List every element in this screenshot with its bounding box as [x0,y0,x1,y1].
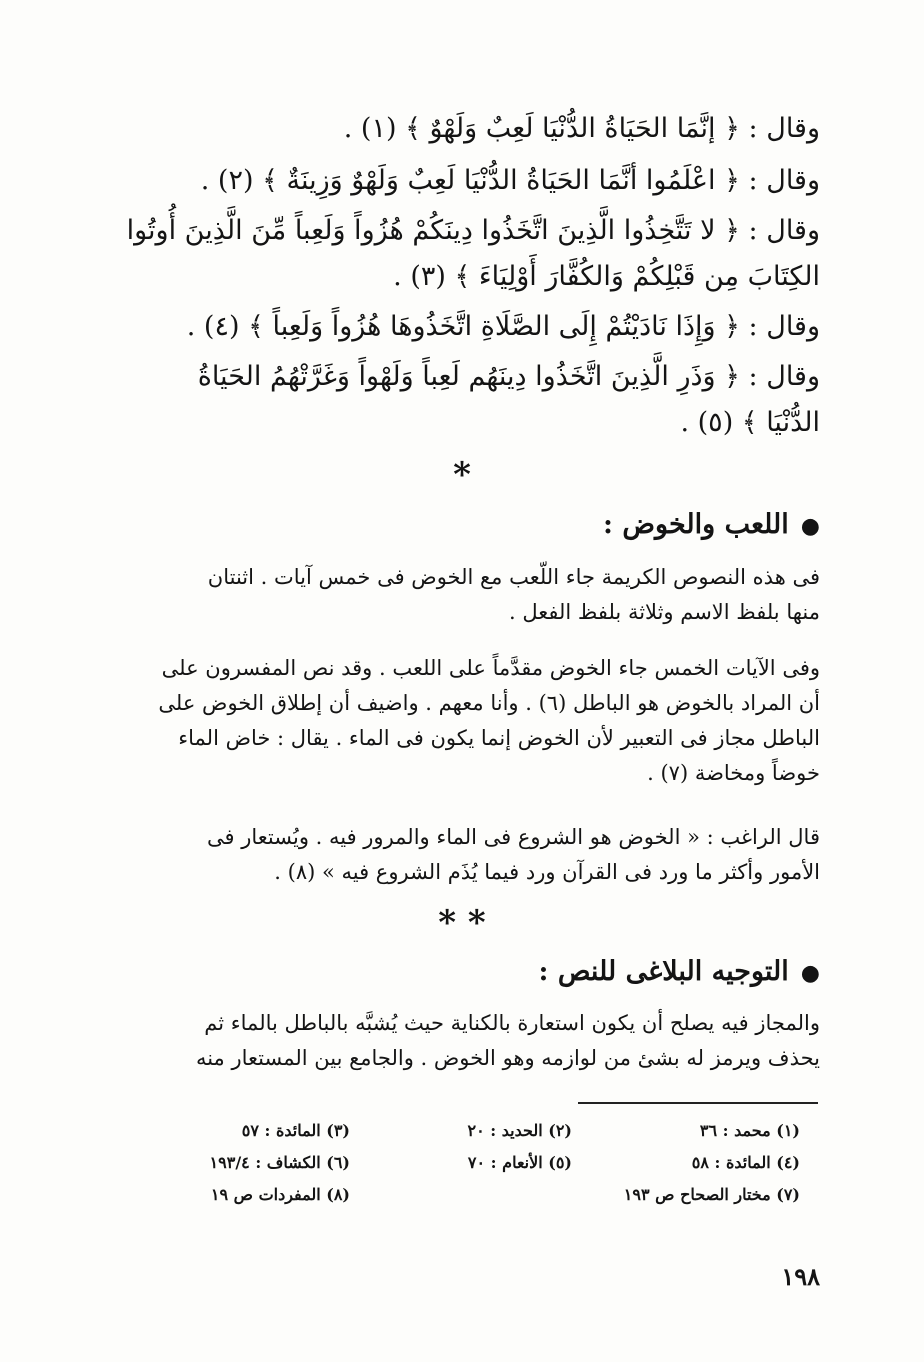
quran-quote-4 [108,304,820,350]
separator-double: * * [438,903,486,943]
footnote-4: (٤) المائدة : ٥٨ [691,1153,800,1172]
bullet-icon: ● [800,960,820,986]
footnote-6: (٦) الكشاف : ١٩٣/٤ [209,1153,350,1172]
page-number: ١٩٨ [781,1262,820,1291]
paragraph-2-line-4: خوضاً ومخاضة (٧) . [647,761,820,785]
quran-quote-5 [108,354,820,446]
section-heading-1-text: اللعب والخوض : [603,509,789,540]
footnote-7: (٧) مختار الصحاح ص ١٩٣ [623,1185,800,1204]
bullet-icon: ● [800,513,820,539]
paragraph-2-line-3: الباطل مجاز فى التعبير لأن الخوض إنما يكون فى الماء . يقال : خاض الماء [178,726,820,750]
quran-quote-2 [108,158,820,204]
quran-quote-5-line-1: وقال : ﴿ وَذَرِ الَّذِينَ اتَّخَذُوا دِينَهُم لَعِباً وَلَهْواً وَغَرَّتْهُمُ الحَيَاةُ [197,361,820,392]
paragraph-4-line-1: والمجاز فيه يصلح أن يكون استعارة بالكناية حيث يُشبَّه بالباطل بالماء ثم [204,1011,820,1035]
quran-quote-5-line-2: الدُّنْيَا ﴾ (٥) . [680,407,820,438]
footnote-8: (٨) المفردات ص ١٩ [210,1185,350,1204]
footnote-1: (١) محمد : ٣٦ [699,1121,800,1140]
paragraph-1-line-1: فى هذه النصوص الكريمة جاء اللّعب مع الخوض فى خمس آيات . اثنتان [207,565,820,589]
paragraph-4-line-2: يحذف ويرمز له بشئ من لوازمه وهو الخوض . والجامع بين المستعار منه [195,1046,820,1070]
paragraph-2-line-1: وفى الآيات الخمس جاء الخوض مقدَّماً على اللعب . وقد نص المفسرون على [161,656,820,680]
quran-quote-4-text: وقال : ﴿ وَإِذَا نَادَيْتُمْ إِلَى الصَّلَاةِ اتَّخَذُوهَا هُزُواً وَلَعِباً ﴾ (٤) . [186,311,820,342]
section-heading-2 [108,952,820,993]
footnote-3: (٣) المائدة : ٥٧ [241,1121,350,1140]
paragraph-1-line-2: منها بلفظ الاسم وثلاثة بلفظ الفعل . [509,600,820,624]
paragraph-3 [108,820,820,890]
paragraph-2 [108,651,820,791]
quran-quote-3-line-1: وقال : ﴿ لا تَتَّخِذُوا الَّذِينَ اتَّخَذُوا دِينَكُمْ هُزُواً وَلَعِباً مِّنَ الَّذِينَ أُوتُوا [126,215,820,246]
paragraph-3-line-2: الأمور وأكثر ما ورد فى القرآن ورد فيما يُذَم الشروع فيه » (٨) . [274,860,820,884]
quran-quote-2-text: وقال : ﴿ اعْلَمُوا أنَّمَا الحَيَاةُ الدُّنْيَا لَعِبٌ وَلَهْوٌ وَزِينَةٌ ﴾ (٢) . [200,165,820,196]
paragraph-4 [108,1006,820,1076]
quran-quote-1-text: وقال : ﴿ إنَّمَا الحَيَاةُ الدُّنْيَا لَعِبٌ وَلَهْوٌ ﴾ (١) . [343,113,820,144]
quran-quote-3-line-2: الكِتَابَ مِن قَبْلِكُمْ وَالكُفَّارَ أَوْلِيَاءَ ﴾ (٣) . [393,261,820,292]
quran-quote-3 [108,208,820,300]
footnote-divider [578,1102,818,1104]
quran-quote-1 [108,106,820,152]
section-heading-1 [108,505,820,546]
paragraph-1 [108,560,820,630]
paragraph-3-line-1: قال الراغب : « الخوض هو الشروع فى الماء والمرور فيه . ويُستعار فى [207,825,820,849]
separator-single: * [453,455,471,495]
section-heading-2-text: التوجيه البلاغى للنص : [538,956,789,987]
footnote-5: (٥) الأنعام : ٧٠ [467,1153,572,1172]
footnote-2: (٢) الحديد : ٢٠ [467,1121,572,1140]
paragraph-2-line-2: أن المراد بالخوض هو الباطل (٦) . وأنا معهم . واضيف أن إطلاق الخوض على [158,691,820,715]
